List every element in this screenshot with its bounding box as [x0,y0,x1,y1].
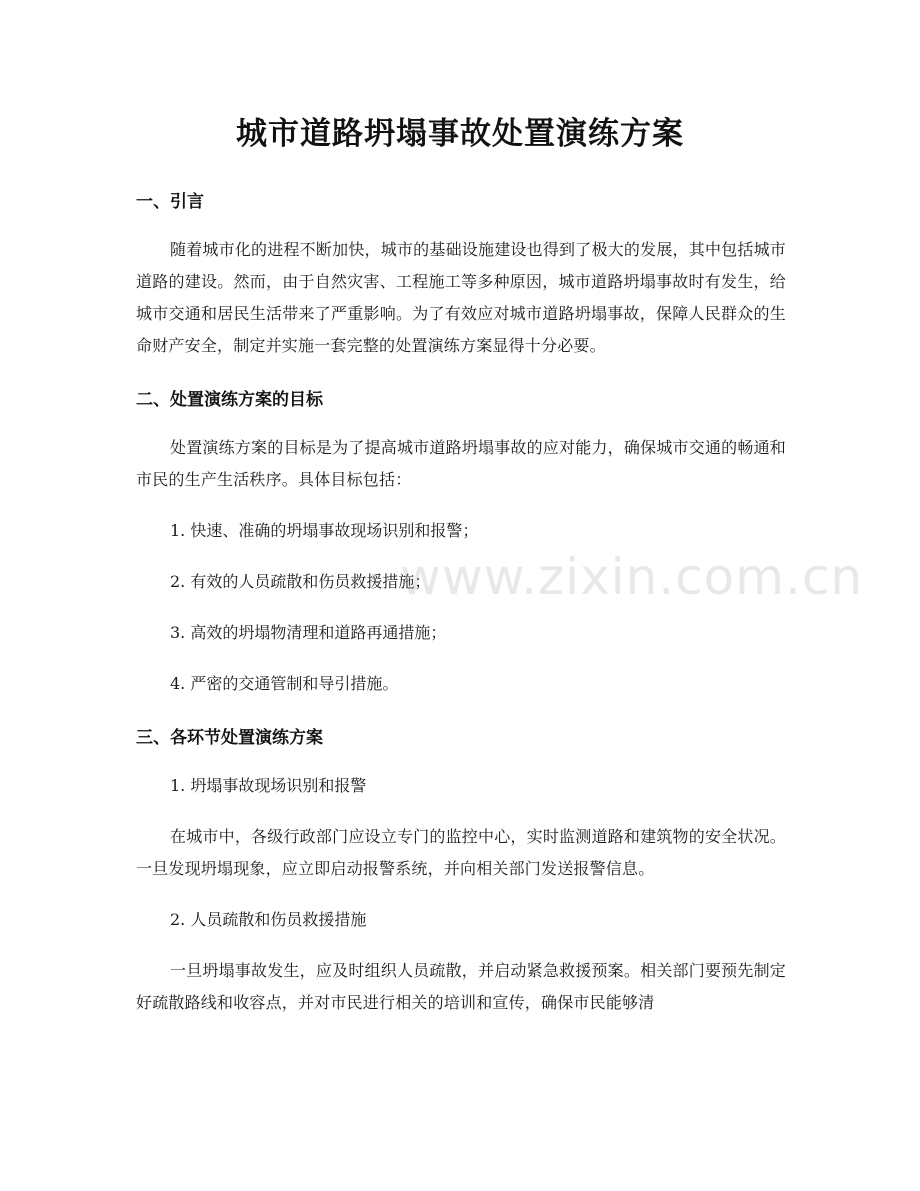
document-title: 城市道路坍塌事故处置演练方案 [236,116,684,152]
section-heading-plans: 三、各环节处置演练方案 [136,728,323,748]
section-heading-goals: 二、处置演练方案的目标 [136,390,323,410]
plan-text-2: 一旦坍塌事故发生，应及时组织人员疏散，并启动紧急救援预案。相关部门要预先制定好疏散路线和收容点，并对市民进行相关的培训和宣传，确保市民能够清 [136,961,786,1012]
goal-item: 4. 严密的交通管制和导引措施。 [170,674,399,693]
watermark: www.zixin.com.cn [400,548,864,606]
document-body [136,184,786,1019]
intro-paragraph: 随着城市化的进程不断加快，城市的基础设施建设也得到了极大的发展，其中包括城市道路的建设。然而，由于自然灾害、工程施工等多种原因，城市道路坍塌事故时有发生，给城市交通和居民生活带来了严重影响。为了有效应对城市道路坍塌事故，保障人民群众的生命财产安全，制定并实施一套完整的处置演练方案显得十分必要。 [136,240,786,355]
plan-text-1: 在城市中，各级行政部门应设立专门的监控中心，实时监测道路和建筑物的安全状况。一旦发现坍塌现象，应立即启动报警系统，并向相关部门发送报警信息。 [136,827,786,878]
plan-subtitle-2: 2. 人员疏散和伤员救援措施 [170,910,367,929]
goal-item: 3. 高效的坍塌物清理和道路再通措施； [170,623,447,642]
goals-paragraph: 处置演练方案的目标是为了提高城市道路坍塌事故的应对能力，确保城市交通的畅通和市民的生产生活秩序。具体目标包括： [136,438,786,489]
goal-item: 1. 快速、准确的坍塌事故现场识别和报警； [170,521,479,540]
goal-item: 2. 有效的人员疏散和伤员救援措施； [170,572,431,591]
plan-subtitle-1: 1. 坍塌事故现场识别和报警 [170,776,367,795]
section-heading-intro: 一、引言 [136,192,204,212]
